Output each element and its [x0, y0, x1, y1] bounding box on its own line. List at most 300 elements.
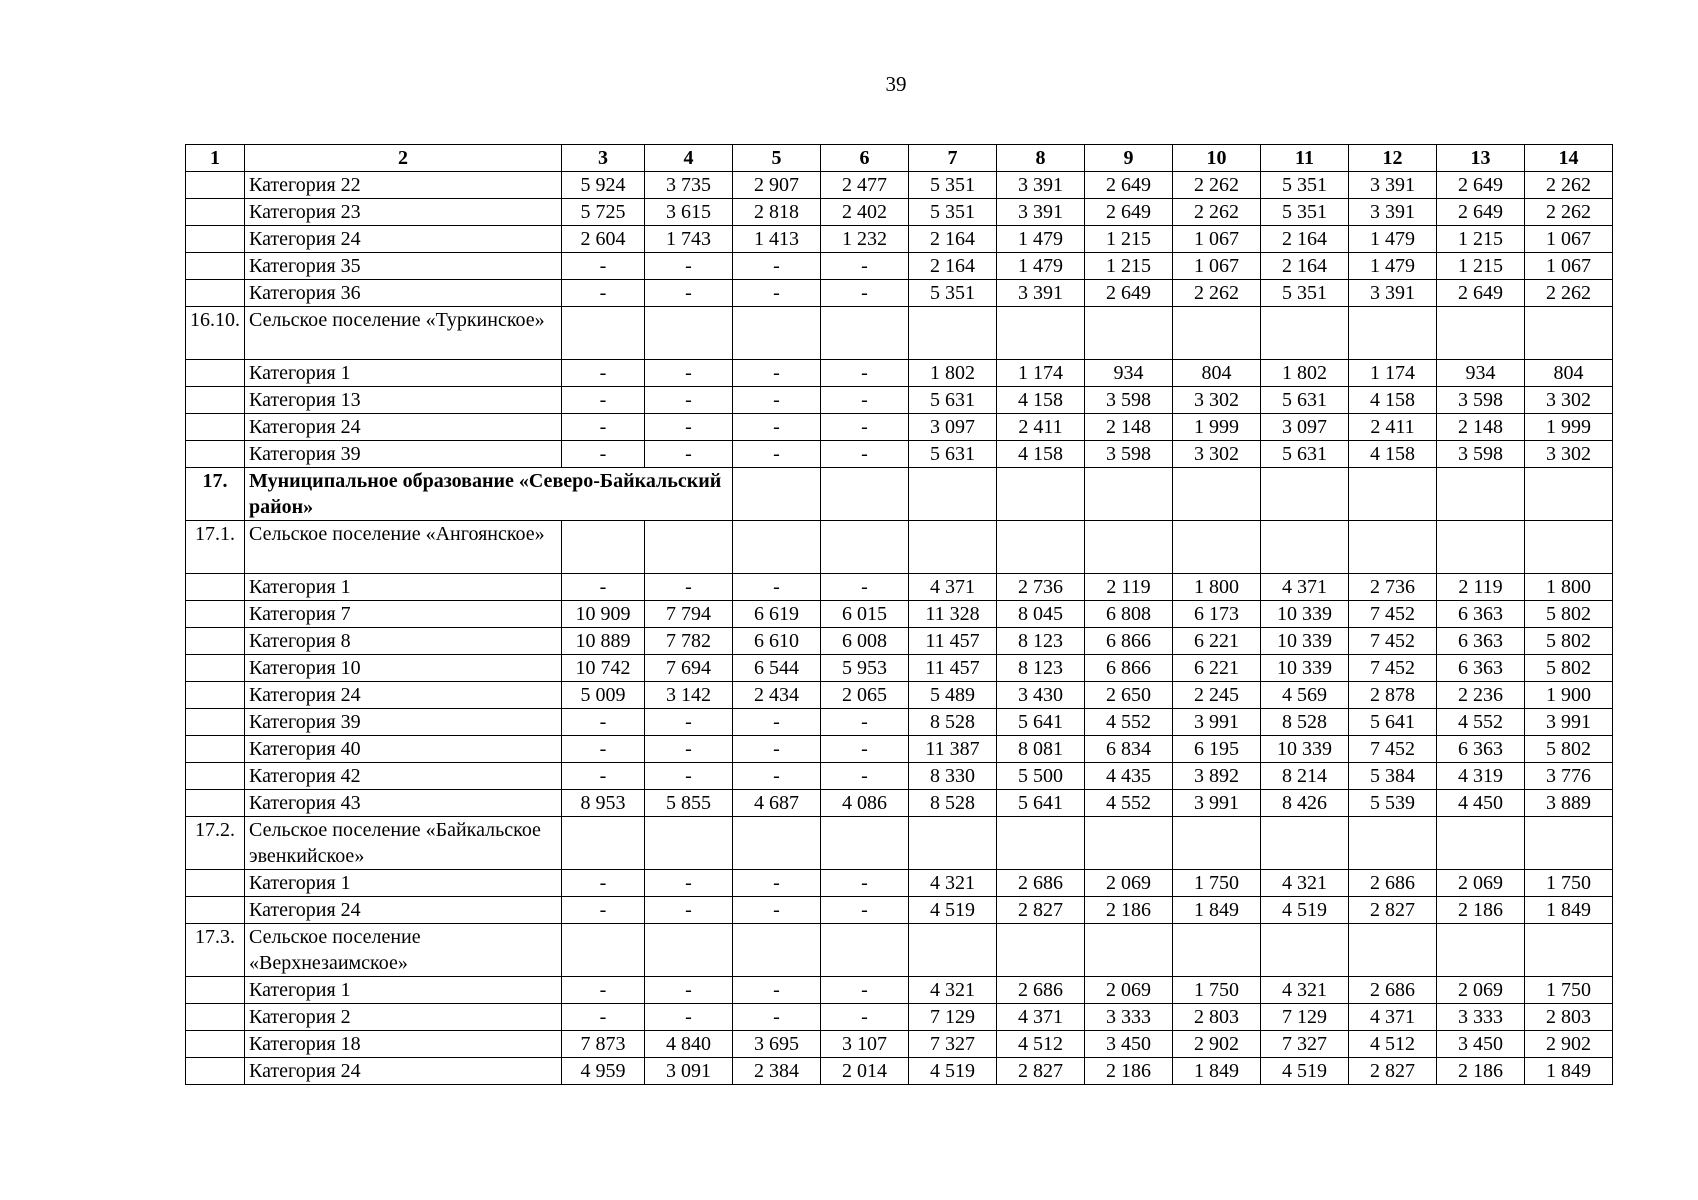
value-cell: - [562, 763, 645, 790]
value-cell: 2 119 [1085, 574, 1173, 601]
value-cell: 2 069 [1437, 870, 1525, 897]
value-cell: 5 351 [909, 199, 997, 226]
value-cell: 4 158 [997, 441, 1085, 468]
value-cell: 5 351 [909, 172, 997, 199]
value-cell: 5 009 [562, 682, 645, 709]
value-cell [909, 817, 997, 870]
value-cell: 4 519 [909, 897, 997, 924]
value-cell: 2 736 [997, 574, 1085, 601]
value-cell: - [733, 977, 821, 1004]
row-index [186, 736, 245, 763]
value-cell [1525, 817, 1613, 870]
row-name: Категория 36 [245, 280, 562, 307]
value-cell: 2 649 [1085, 172, 1173, 199]
value-cell: 3 991 [1173, 709, 1261, 736]
value-cell: 3 598 [1085, 387, 1173, 414]
value-cell [733, 924, 821, 977]
row-name: Категория 7 [245, 601, 562, 628]
value-cell: 6 363 [1437, 601, 1525, 628]
value-cell: 6 008 [821, 628, 909, 655]
value-cell: 2 402 [821, 199, 909, 226]
value-cell: 7 873 [562, 1031, 645, 1058]
value-cell: 2 186 [1085, 897, 1173, 924]
value-cell: 2 384 [733, 1058, 821, 1085]
value-cell: 10 339 [1261, 655, 1349, 682]
value-cell: 2 164 [909, 253, 997, 280]
value-cell: 3 615 [645, 199, 733, 226]
value-cell: 1 067 [1525, 253, 1613, 280]
value-cell: 4 840 [645, 1031, 733, 1058]
value-cell: 8 528 [909, 790, 997, 817]
value-cell: 2 245 [1173, 682, 1261, 709]
table-row [186, 199, 1613, 226]
value-cell [1173, 521, 1261, 574]
table-row [186, 172, 1613, 199]
value-cell [997, 307, 1085, 360]
row-name: Сельское поселение «Верхнезаимское» [245, 924, 562, 977]
value-cell: 3 097 [1261, 414, 1349, 441]
value-cell [1349, 817, 1437, 870]
value-cell: 5 351 [909, 280, 997, 307]
row-name: Сельское поселение «Туркинское» [245, 307, 562, 360]
value-cell: 3 302 [1173, 387, 1261, 414]
value-cell [997, 468, 1085, 521]
row-index [186, 199, 245, 226]
value-cell: 3 391 [997, 280, 1085, 307]
value-cell [1261, 468, 1349, 521]
value-cell: 10 339 [1261, 601, 1349, 628]
header-row [186, 145, 1613, 172]
column-header: 4 [645, 145, 733, 172]
value-cell: - [733, 709, 821, 736]
value-cell [733, 817, 821, 870]
value-cell: 2 827 [1349, 897, 1437, 924]
value-cell: 4 086 [821, 790, 909, 817]
value-cell: 10 742 [562, 655, 645, 682]
value-cell: - [562, 441, 645, 468]
value-cell: 3 598 [1437, 387, 1525, 414]
value-cell: 2 902 [1525, 1031, 1613, 1058]
value-cell [645, 924, 733, 977]
table-row [186, 226, 1613, 253]
value-cell: 2 262 [1173, 199, 1261, 226]
value-cell: 1 750 [1525, 870, 1613, 897]
value-cell [1349, 468, 1437, 521]
value-cell: - [645, 870, 733, 897]
value-cell: 3 695 [733, 1031, 821, 1058]
value-cell: - [645, 709, 733, 736]
value-cell: 2 902 [1173, 1031, 1261, 1058]
value-cell: 7 452 [1349, 601, 1437, 628]
value-cell [997, 521, 1085, 574]
row-index [186, 253, 245, 280]
value-cell: 1 750 [1525, 977, 1613, 1004]
value-cell: 6 834 [1085, 736, 1173, 763]
value-cell: 5 725 [562, 199, 645, 226]
value-cell: 6 363 [1437, 736, 1525, 763]
value-cell: - [562, 574, 645, 601]
row-name: Категория 18 [245, 1031, 562, 1058]
value-cell: 6 363 [1437, 628, 1525, 655]
value-cell: 2 686 [997, 977, 1085, 1004]
value-cell: 2 119 [1437, 574, 1525, 601]
row-index [186, 172, 245, 199]
value-cell [1261, 307, 1349, 360]
row-index [186, 897, 245, 924]
value-cell: 7 694 [645, 655, 733, 682]
value-cell: 3 776 [1525, 763, 1613, 790]
value-cell: 8 528 [909, 709, 997, 736]
value-cell: 1 800 [1525, 574, 1613, 601]
value-cell [1349, 521, 1437, 574]
row-name: Категория 1 [245, 574, 562, 601]
value-cell: 7 452 [1349, 736, 1437, 763]
column-header: 12 [1349, 145, 1437, 172]
table-row [186, 1004, 1613, 1031]
value-cell: - [821, 870, 909, 897]
value-cell: 2 014 [821, 1058, 909, 1085]
value-cell: 1 802 [1261, 360, 1349, 387]
value-cell: 1 232 [821, 226, 909, 253]
value-cell: 6 173 [1173, 601, 1261, 628]
value-cell: - [733, 574, 821, 601]
value-cell [1085, 924, 1173, 977]
table-row [186, 709, 1613, 736]
value-cell: 1 743 [645, 226, 733, 253]
value-cell: - [645, 736, 733, 763]
value-cell: 8 045 [997, 601, 1085, 628]
table-row [186, 870, 1613, 897]
value-cell: 2 411 [997, 414, 1085, 441]
row-index: 17.3. [186, 924, 245, 977]
value-cell: 6 195 [1173, 736, 1261, 763]
value-cell [733, 521, 821, 574]
value-cell [909, 468, 997, 521]
value-cell: 4 371 [1349, 1004, 1437, 1031]
value-cell [1173, 924, 1261, 977]
row-index [186, 1031, 245, 1058]
value-cell: 6 866 [1085, 655, 1173, 682]
value-cell: 3 735 [645, 172, 733, 199]
value-cell [1173, 307, 1261, 360]
value-cell: 1 479 [997, 226, 1085, 253]
row-name: Категория 13 [245, 387, 562, 414]
column-header: 14 [1525, 145, 1613, 172]
value-cell: 2 164 [1261, 253, 1349, 280]
value-cell: 3 391 [1349, 280, 1437, 307]
value-cell: - [821, 977, 909, 1004]
table-row [186, 736, 1613, 763]
value-cell: 1 750 [1173, 977, 1261, 1004]
value-cell: 4 569 [1261, 682, 1349, 709]
column-header: 10 [1173, 145, 1261, 172]
value-cell: 4 519 [1261, 1058, 1349, 1085]
value-cell: - [733, 280, 821, 307]
value-cell: 2 827 [997, 897, 1085, 924]
value-cell: - [645, 1004, 733, 1031]
column-header: 5 [733, 145, 821, 172]
value-cell [733, 307, 821, 360]
value-cell: 7 452 [1349, 628, 1437, 655]
value-cell: 934 [1085, 360, 1173, 387]
value-cell: 10 889 [562, 628, 645, 655]
value-cell: 6 221 [1173, 628, 1261, 655]
value-cell: 5 539 [1349, 790, 1437, 817]
value-cell: 1 849 [1173, 897, 1261, 924]
value-cell: 5 924 [562, 172, 645, 199]
value-cell: 3 991 [1525, 709, 1613, 736]
value-cell: 3 598 [1085, 441, 1173, 468]
value-cell: 6 610 [733, 628, 821, 655]
value-cell: 5 802 [1525, 601, 1613, 628]
value-cell: - [733, 763, 821, 790]
value-cell: - [645, 897, 733, 924]
value-cell: - [562, 736, 645, 763]
value-cell: 6 363 [1437, 655, 1525, 682]
value-cell: 3 302 [1525, 441, 1613, 468]
value-cell: - [821, 574, 909, 601]
value-cell: 3 302 [1525, 387, 1613, 414]
row-name: Категория 1 [245, 870, 562, 897]
value-cell: - [562, 414, 645, 441]
column-header: 8 [997, 145, 1085, 172]
value-cell: 2 736 [1349, 574, 1437, 601]
value-cell: 3 889 [1525, 790, 1613, 817]
row-index [186, 977, 245, 1004]
value-cell: 11 457 [909, 655, 997, 682]
value-cell [1261, 521, 1349, 574]
value-cell: 8 123 [997, 628, 1085, 655]
value-cell: 2 148 [1437, 414, 1525, 441]
value-cell: 804 [1173, 360, 1261, 387]
value-cell: 2 262 [1525, 199, 1613, 226]
value-cell: 2 186 [1437, 897, 1525, 924]
table-row [186, 253, 1613, 280]
column-header: 1 [186, 145, 245, 172]
column-header: 13 [1437, 145, 1525, 172]
value-cell: 5 351 [1261, 280, 1349, 307]
row-name: Категория 2 [245, 1004, 562, 1031]
row-name: Категория 1 [245, 360, 562, 387]
value-cell: 4 321 [1261, 977, 1349, 1004]
value-cell: 5 384 [1349, 763, 1437, 790]
row-name: Категория 24 [245, 1058, 562, 1085]
value-cell: 3 391 [997, 172, 1085, 199]
value-cell: 2 164 [1261, 226, 1349, 253]
row-index: 17. [186, 468, 245, 521]
value-cell: - [821, 736, 909, 763]
value-cell: 3 991 [1173, 790, 1261, 817]
value-cell: - [733, 253, 821, 280]
value-cell: 3 430 [997, 682, 1085, 709]
value-cell: 2 649 [1085, 199, 1173, 226]
value-cell: 4 512 [1349, 1031, 1437, 1058]
value-cell [1437, 521, 1525, 574]
value-cell: 1 215 [1437, 253, 1525, 280]
value-cell: 8 081 [997, 736, 1085, 763]
value-cell: - [733, 736, 821, 763]
value-cell: 1 479 [997, 253, 1085, 280]
value-cell: 4 687 [733, 790, 821, 817]
value-cell: 5 641 [1349, 709, 1437, 736]
value-cell: - [645, 763, 733, 790]
row-index [186, 360, 245, 387]
value-cell: 1 215 [1437, 226, 1525, 253]
value-cell: 1 067 [1173, 253, 1261, 280]
row-index [186, 226, 245, 253]
value-cell: - [733, 897, 821, 924]
value-cell [1173, 817, 1261, 870]
value-cell [1437, 924, 1525, 977]
value-cell: 5 802 [1525, 736, 1613, 763]
value-cell [1525, 307, 1613, 360]
value-cell: - [733, 441, 821, 468]
value-cell: - [821, 709, 909, 736]
value-cell [1349, 924, 1437, 977]
value-cell: 4 158 [1349, 387, 1437, 414]
row-index [186, 280, 245, 307]
row-name: Категория 23 [245, 199, 562, 226]
value-cell [1085, 817, 1173, 870]
value-cell: - [645, 280, 733, 307]
row-name: Категория 35 [245, 253, 562, 280]
column-header: 11 [1261, 145, 1349, 172]
value-cell: 4 519 [1261, 897, 1349, 924]
row-index [186, 414, 245, 441]
value-cell: - [733, 870, 821, 897]
row-index [186, 1058, 245, 1085]
row-name: Категория 22 [245, 172, 562, 199]
value-cell: 5 351 [1261, 199, 1349, 226]
column-header: 9 [1085, 145, 1173, 172]
value-cell: 4 321 [909, 870, 997, 897]
value-cell: 3 391 [997, 199, 1085, 226]
value-cell: 7 129 [909, 1004, 997, 1031]
value-cell [909, 521, 997, 574]
value-cell: 8 426 [1261, 790, 1349, 817]
value-cell: - [645, 414, 733, 441]
value-cell: 10 339 [1261, 628, 1349, 655]
value-cell [562, 817, 645, 870]
value-cell [1261, 817, 1349, 870]
value-cell [997, 924, 1085, 977]
column-header: 6 [821, 145, 909, 172]
value-cell [821, 521, 909, 574]
value-cell: 8 330 [909, 763, 997, 790]
value-cell: 1 215 [1085, 226, 1173, 253]
value-cell: - [733, 1004, 821, 1031]
table-row [186, 790, 1613, 817]
value-cell: 3 598 [1437, 441, 1525, 468]
row-name: Категория 24 [245, 897, 562, 924]
value-cell: - [562, 280, 645, 307]
value-cell: 3 302 [1173, 441, 1261, 468]
value-cell: - [645, 253, 733, 280]
value-cell: 2 649 [1085, 280, 1173, 307]
value-cell: 2 686 [997, 870, 1085, 897]
value-cell: 4 435 [1085, 763, 1173, 790]
row-index [186, 790, 245, 817]
row-index [186, 601, 245, 628]
value-cell [562, 521, 645, 574]
value-cell: 8 528 [1261, 709, 1349, 736]
value-cell: - [562, 709, 645, 736]
table-row [186, 280, 1613, 307]
value-cell: 5 802 [1525, 628, 1613, 655]
table-row [186, 897, 1613, 924]
value-cell: 5 631 [1261, 387, 1349, 414]
value-cell: 5 855 [645, 790, 733, 817]
value-cell: 1 067 [1525, 226, 1613, 253]
value-cell: 11 328 [909, 601, 997, 628]
column-header: 2 [245, 145, 562, 172]
value-cell: 6 808 [1085, 601, 1173, 628]
value-cell [1437, 817, 1525, 870]
value-cell: - [562, 1004, 645, 1031]
table-row [186, 601, 1613, 628]
value-cell: 804 [1525, 360, 1613, 387]
value-cell: 6 221 [1173, 655, 1261, 682]
value-cell: 2 649 [1437, 199, 1525, 226]
tariff-table [185, 144, 1613, 1085]
value-cell: 2 065 [821, 682, 909, 709]
value-cell [1085, 521, 1173, 574]
value-cell: 7 327 [909, 1031, 997, 1058]
value-cell [1525, 468, 1613, 521]
value-cell: 5 631 [909, 441, 997, 468]
row-name: Муниципальное образование «Северо-Байкальский район» [245, 468, 733, 521]
value-cell: 2 878 [1349, 682, 1437, 709]
group-heading-row [186, 468, 1613, 521]
value-cell: 2 803 [1525, 1004, 1613, 1031]
row-name: Категория 24 [245, 414, 562, 441]
row-index [186, 870, 245, 897]
value-cell [997, 817, 1085, 870]
value-cell: 11 457 [909, 628, 997, 655]
table-row [186, 387, 1613, 414]
value-cell: 934 [1437, 360, 1525, 387]
value-cell [821, 924, 909, 977]
value-cell [821, 468, 909, 521]
value-cell: 5 489 [909, 682, 997, 709]
value-cell: - [562, 870, 645, 897]
value-cell: 6 866 [1085, 628, 1173, 655]
value-cell: 1 174 [1349, 360, 1437, 387]
row-name: Категория 40 [245, 736, 562, 763]
value-cell [821, 307, 909, 360]
value-cell: 1 750 [1173, 870, 1261, 897]
value-cell: 4 552 [1085, 709, 1173, 736]
value-cell: 2 434 [733, 682, 821, 709]
row-name: Категория 8 [245, 628, 562, 655]
value-cell: 2 262 [1525, 172, 1613, 199]
value-cell [1437, 468, 1525, 521]
table-row [186, 655, 1613, 682]
value-cell: 1 479 [1349, 253, 1437, 280]
value-cell: 7 129 [1261, 1004, 1349, 1031]
value-cell: 1 479 [1349, 226, 1437, 253]
value-cell: 2 148 [1085, 414, 1173, 441]
row-index [186, 628, 245, 655]
value-cell: 1 215 [1085, 253, 1173, 280]
section-heading-row [186, 307, 1613, 360]
value-cell: 1 849 [1525, 1058, 1613, 1085]
row-name: Категория 43 [245, 790, 562, 817]
row-index: 17.1. [186, 521, 245, 574]
value-cell: 4 552 [1437, 709, 1525, 736]
table-row [186, 441, 1613, 468]
value-cell: 2 262 [1525, 280, 1613, 307]
